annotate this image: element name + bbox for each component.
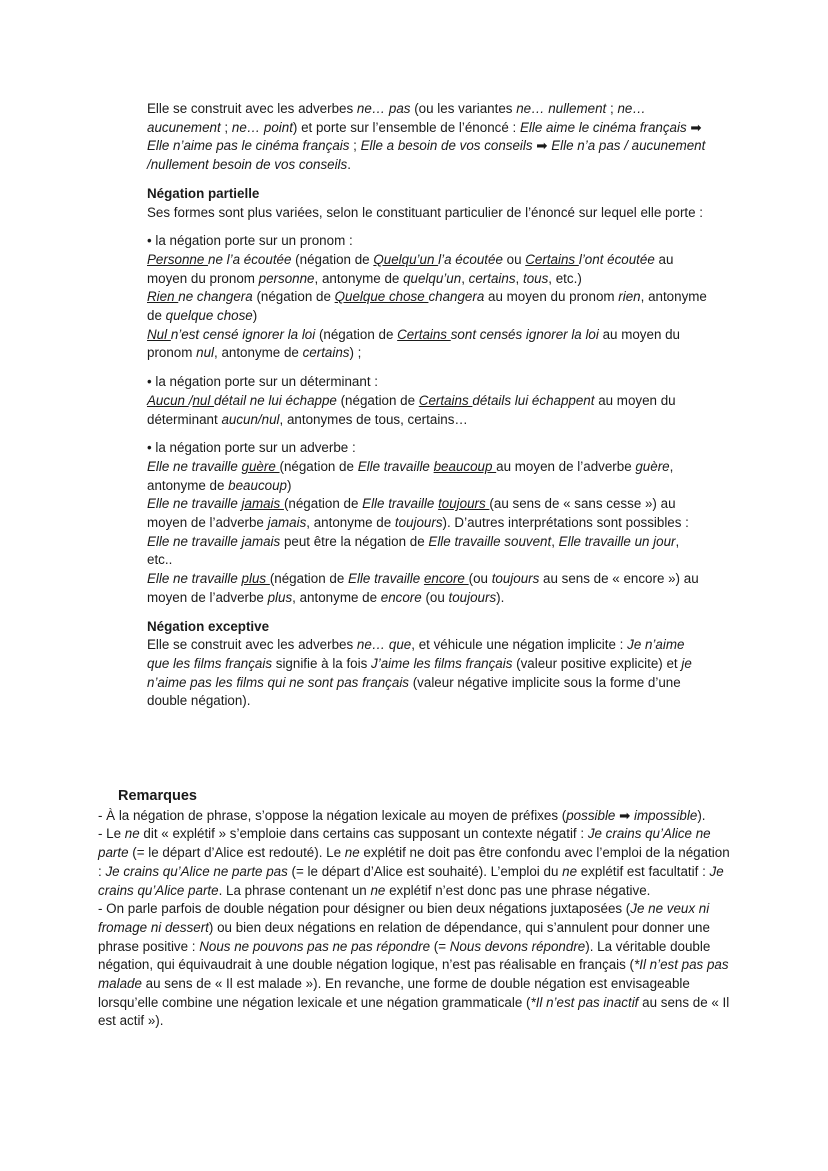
- underlined-term: plus: [241, 571, 270, 587]
- underlined-term: Aucun: [147, 392, 189, 408]
- adverbe-line: • la négation porte sur un adverbe :: [147, 440, 356, 456]
- totale-intro-paragraph: Elle se construit avec les adverbes ne… pas (ou les variantes ne… nullement ; ne… aucunement ; ne… point) et porte sur l’ensemble de l’énoncé : Elle aime le cinéma français ➡ Elle n’aime pas le cinéma français ; Elle a besoin de vos conseils ➡ Elle n’a pas / aucunement /nullement besoin de vos conseils.: [147, 101, 706, 173]
- italic-text: toujours: [491, 571, 540, 587]
- adverbe-example-jamais: Elle ne travaille jamais (négation de Elle travaille toujours (au sens de « sans cesse ») au moyen de l’adverbe jamais, antonyme de toujours). D’autres interprétations sont possibles : Elle ne travaille jamais peut être la négation de Elle travaille souvent, Elle travaille un jour, etc..: [147, 496, 689, 568]
- italic-text: Elle travaille souvent: [428, 533, 552, 549]
- italic-text: Elle aime le cinéma français: [519, 119, 687, 135]
- pronom-line: • la négation porte sur un pronom :: [147, 233, 353, 249]
- italic-text: Elle ne travaille: [147, 571, 242, 587]
- italic-text: /: [188, 392, 193, 408]
- italic-text: sont censés ignorer la loi: [450, 326, 599, 342]
- underlined-term: toujours: [438, 496, 490, 512]
- heading-partielle: Négation partielle: [147, 185, 260, 201]
- section-exceptive: [147, 618, 707, 712]
- italic-text: rien: [618, 289, 641, 305]
- italic-text: encore: [380, 589, 422, 605]
- italic-text: ne changera: [178, 289, 253, 305]
- underlined-term: guère: [241, 458, 280, 474]
- italic-text: ne: [344, 845, 360, 861]
- italic-text: Je ne veux ni fromage ni dessert: [98, 901, 710, 935]
- partielle-intro: Ses formes sont plus variées, selon le constituant particulier de l’énoncé sur lequel elle porte :: [147, 204, 704, 220]
- underlined-term: encore: [423, 571, 469, 587]
- italic-text: Je crains qu’Alice parte: [98, 863, 724, 898]
- main-column: [147, 100, 707, 711]
- italic-text: ne… point: [231, 119, 293, 135]
- italic-text: Elle a besoin de vos conseils: [360, 138, 533, 154]
- italic-text: Elle ne travaille: [147, 496, 242, 512]
- italic-text: personne: [258, 270, 315, 286]
- italic-text: détails lui échappent: [472, 392, 595, 408]
- pronom-example-personne: Personne ne l’a écoutée (négation de Quelqu’un l’a écoutée ou Certains l’ont écoutée au moyen du pronom personne, antonyme de quelqu’un, certains, tous, etc.): [147, 251, 674, 286]
- heading-exceptive: Négation exceptive: [147, 618, 270, 634]
- italic-text: ne: [370, 882, 386, 898]
- italic-text: ne l’a écoutée: [208, 251, 292, 267]
- remarque-item-prefixes: - À la négation de phrase, s’oppose la négation lexicale au moyen de préfixes (possible ➡ impossible).: [98, 807, 706, 823]
- partielle-adverbe: [147, 439, 707, 607]
- underlined-term: Rien: [147, 289, 179, 305]
- italic-text: guère: [635, 458, 670, 474]
- italic-text: nul: [196, 345, 214, 361]
- pronom-example-rien: Rien ne changera (négation de Quelque chose changera au moyen du pronom rien, antonyme de quelque chose): [147, 289, 707, 324]
- italic-text: Nous ne pouvons pas ne pas répondre: [199, 938, 431, 954]
- italic-text: Elle ne travaille: [147, 458, 242, 474]
- italic-text: certains: [468, 270, 516, 286]
- italic-text: possible: [566, 807, 616, 823]
- exceptive-body: Elle se construit avec les adverbes ne… que, et véhicule une négation implicite : Je n’aime que les films français signifie à la fois J’aime les films français (valeur positive explicite) et je n’aime pas les films qui ne sont pas français (valeur négative implicite sous la forme d’une double négation).: [147, 637, 692, 709]
- italic-text: plus: [267, 589, 293, 605]
- underlined-term: Certains: [397, 326, 451, 342]
- italic-text: l’a écoutée: [438, 251, 503, 267]
- italic-text: beaucoup: [228, 477, 287, 493]
- underlined-term: Personne: [147, 251, 209, 267]
- italic-text: aucun/nul: [221, 411, 280, 427]
- section-remarques: [98, 787, 730, 1031]
- italic-text: ne… nullement: [516, 101, 607, 116]
- italic-text: toujours: [394, 515, 443, 531]
- italic-text: Elle travaille: [348, 571, 424, 587]
- remarque-item-expletif: - Le ne dit « explétif » s’emploie dans certains cas supposant un contexte négatif : Je crains qu’Alice ne parte (= le départ d’Alice est redouté). Le ne explétif ne doit pas être confondu avec l’emploi de la négation : Je crains qu’Alice ne parte pas (= le départ d’Alice est souhaité). L’emploi du ne explétif est facultatif : Je crains qu’Alice parte. La phrase contenant un ne explétif n’est donc pas une phrase négative.: [98, 826, 730, 898]
- italic-text: Elle travaille: [362, 496, 439, 512]
- italic-text: *Il n’est pas pas malade: [98, 957, 729, 992]
- italic-text: je n’aime pas les films qui ne sont pas français: [147, 655, 692, 690]
- italic-text: changera: [428, 289, 485, 305]
- italic-text: tous: [522, 270, 549, 286]
- italic-text: Je n’aime que les films français: [147, 637, 685, 671]
- italic-text: ne… pas: [356, 101, 411, 116]
- italic-text: Je crains qu’Alice ne parte pas: [105, 863, 288, 879]
- italic-text: certains: [302, 345, 350, 361]
- italic-text: ne… aucunement: [147, 101, 646, 135]
- underlined-term: jamais: [241, 496, 284, 512]
- determinant-line: • la négation porte sur un déterminant :: [147, 374, 378, 390]
- partielle-determinant: [147, 373, 707, 429]
- underlined-term: Certains: [418, 392, 473, 408]
- adverbe-example-plus: Elle ne travaille plus (négation de Elle travaille encore (ou toujours au sens de « encore ») au moyen de l’adverbe plus, antonyme de encore (ou toujours).: [147, 571, 699, 605]
- italic-text: quelqu’un: [403, 270, 462, 286]
- italic-text: l’ont écoutée: [578, 251, 655, 267]
- italic-text: quelque chose: [165, 308, 253, 324]
- italic-text: Nous devons répondre: [449, 938, 586, 954]
- italic-text: toujours: [448, 589, 497, 605]
- underlined-term: Certains: [525, 251, 579, 267]
- italic-text: n’est censé ignorer la loi: [170, 326, 316, 342]
- underlined-term: beaucoup: [433, 458, 497, 474]
- underlined-term: Nul: [147, 326, 171, 342]
- italic-text: Je crains qu’Alice ne parte: [98, 826, 711, 861]
- italic-text: ne: [124, 826, 140, 842]
- italic-text: Elle n’aime pas le cinéma français: [147, 138, 350, 154]
- italic-text: ne: [562, 863, 578, 879]
- section-partielle: [147, 185, 707, 222]
- italic-text: J’aime les films français: [371, 655, 513, 671]
- italic-text: Elle n’a pas / aucunement /nullement besoin de vos conseils: [147, 138, 706, 173]
- determinant-example: Aucun /nul détail ne lui échappe (négation de Certains détails lui échappent au moyen du déterminant aucun/nul, antonymes de tous, certains…: [147, 392, 676, 427]
- underlined-term: Quelque chose: [334, 289, 429, 305]
- italic-text: jamais: [267, 515, 307, 531]
- italic-text: Elle travaille: [357, 458, 434, 474]
- italic-text: *Il n’est pas inactif: [530, 994, 639, 1010]
- remarque-item-double-negation: - On parle parfois de double négation pour désigner ou bien deux négations juxtaposées (Je ne veux ni fromage ni dessert) ou bien deux négations en relation de dépendance, qui s’annulent pour donner une phrase positive : Nous ne pouvons pas ne pas répondre (= Nous devons répondre). La véritable double négation, qui équivaudrait à une double négation logique, n’est pas réalisable en français (*Il n’est pas pas malade au sens de « Il est malade »). En revanche, une forme de double négation est envisageable lorsqu’elle combine une négation lexicale et une négation grammaticale (*Il n’est pas inactif au sens de « Il est actif »).: [98, 901, 730, 1029]
- italic-text: impossible: [634, 807, 698, 823]
- underlined-term: nul: [192, 392, 215, 408]
- italic-text: ne… que: [356, 637, 412, 653]
- heading-remarques: Remarques: [118, 788, 197, 804]
- underlined-term: Quelqu’un: [373, 251, 439, 267]
- adverbe-example-guere: Elle ne travaille guère (négation de Elle travaille beaucoup au moyen de l’adverbe guère, antonyme de beaucoup): [147, 458, 674, 493]
- partielle-pronom: [147, 232, 707, 363]
- italic-text: Elle ne travaille jamais: [147, 533, 281, 549]
- pronom-example-nul: Nul n’est censé ignorer la loi (négation de Certains sont censés ignorer la loi au moyen du pronom nul, antonyme de certains) ;: [147, 326, 681, 361]
- italic-text: Elle travaille un jour: [558, 533, 676, 549]
- italic-text: détail ne lui échappe: [214, 392, 337, 408]
